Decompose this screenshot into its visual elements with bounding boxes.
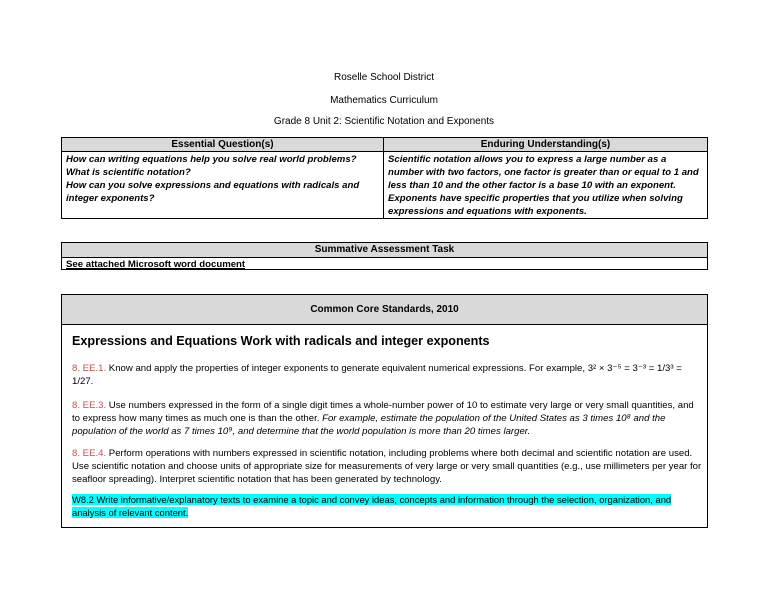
essential-cell xyxy=(61,137,384,219)
standard-code: 8. EE.1. xyxy=(72,363,107,374)
standard-example: For example, estimate the population of the United States as 3 times 10⁸ and the population of the world as 7 times 10⁹, and determine that the world population is more than 20 times larger. xyxy=(72,413,666,438)
summative-box xyxy=(61,242,708,270)
standards-heading: Common Core Standards, 2010 xyxy=(62,295,707,325)
standard-ee1 xyxy=(72,362,702,388)
essential-question: How can you solve expressions and equations with radicals and integer exponents? xyxy=(66,180,360,204)
standard-w82 xyxy=(72,493,702,519)
unit-title: Grade 8 Unit 2: Scientific Notation and Exponents xyxy=(273,116,495,127)
standard-code: 8. EE.3. xyxy=(72,400,107,411)
summative-heading: Summative Assessment Task xyxy=(62,243,707,258)
standard-ee4 xyxy=(72,447,702,487)
standard-ee3 xyxy=(72,399,702,439)
standard-text: Use numbers expressed in the form of a single digit times a whole-number power of 10 to estimate very large or very small quantities, and to express how many times as much one is than the other. xyxy=(72,400,694,425)
enduring-heading: Enduring Understanding(s) xyxy=(384,138,707,152)
essential-question: How can writing equations help you solve real world problems? xyxy=(66,154,357,165)
summative-link[interactable]: See attached Microsoft word document xyxy=(66,259,246,270)
highlighted-standard: W8.2 Write informative/explanatory texts to examine a topic and convey ideas, concepts and information through the selection, organization, and analysis of relevant content. xyxy=(72,494,672,519)
section-title: Expressions and Equations Work with radicals and integer exponents xyxy=(72,334,490,348)
enduring-cell xyxy=(383,137,708,219)
standard-text: Perform operations with numbers expressed in scientific notation, including problems where both decimal and scientific notation are used. Use scientific notation and choose units of appropriate size for measurements of very large or very small quantities (e.g., use millimeters per year for seafloor spreading). Interpret scientific notation that has been generated by technology. xyxy=(72,448,702,486)
standard-code: 8. EE.4. xyxy=(72,448,107,459)
curriculum-title: Mathematics Curriculum xyxy=(330,95,438,106)
standard-text: Know and apply the properties of integer exponents to generate equivalent numerical expressions. For example, 3² × 3⁻⁵ = 3⁻³ = 1/3³ = 1/27. xyxy=(72,363,682,388)
essential-question: What is scientific notation? xyxy=(66,167,191,178)
district-title: Roselle School District xyxy=(333,72,435,83)
essential-heading: Essential Question(s) xyxy=(62,138,383,152)
enduring-text: Scientific notation allows you to express a large number as a number with two factors, one factor is greater than or equal to 1 and less than 10 and the other factor is a base 10 with an exponent. Exponents have specific properties that you utilize when solving expressions and equations with exponents. xyxy=(388,154,699,217)
